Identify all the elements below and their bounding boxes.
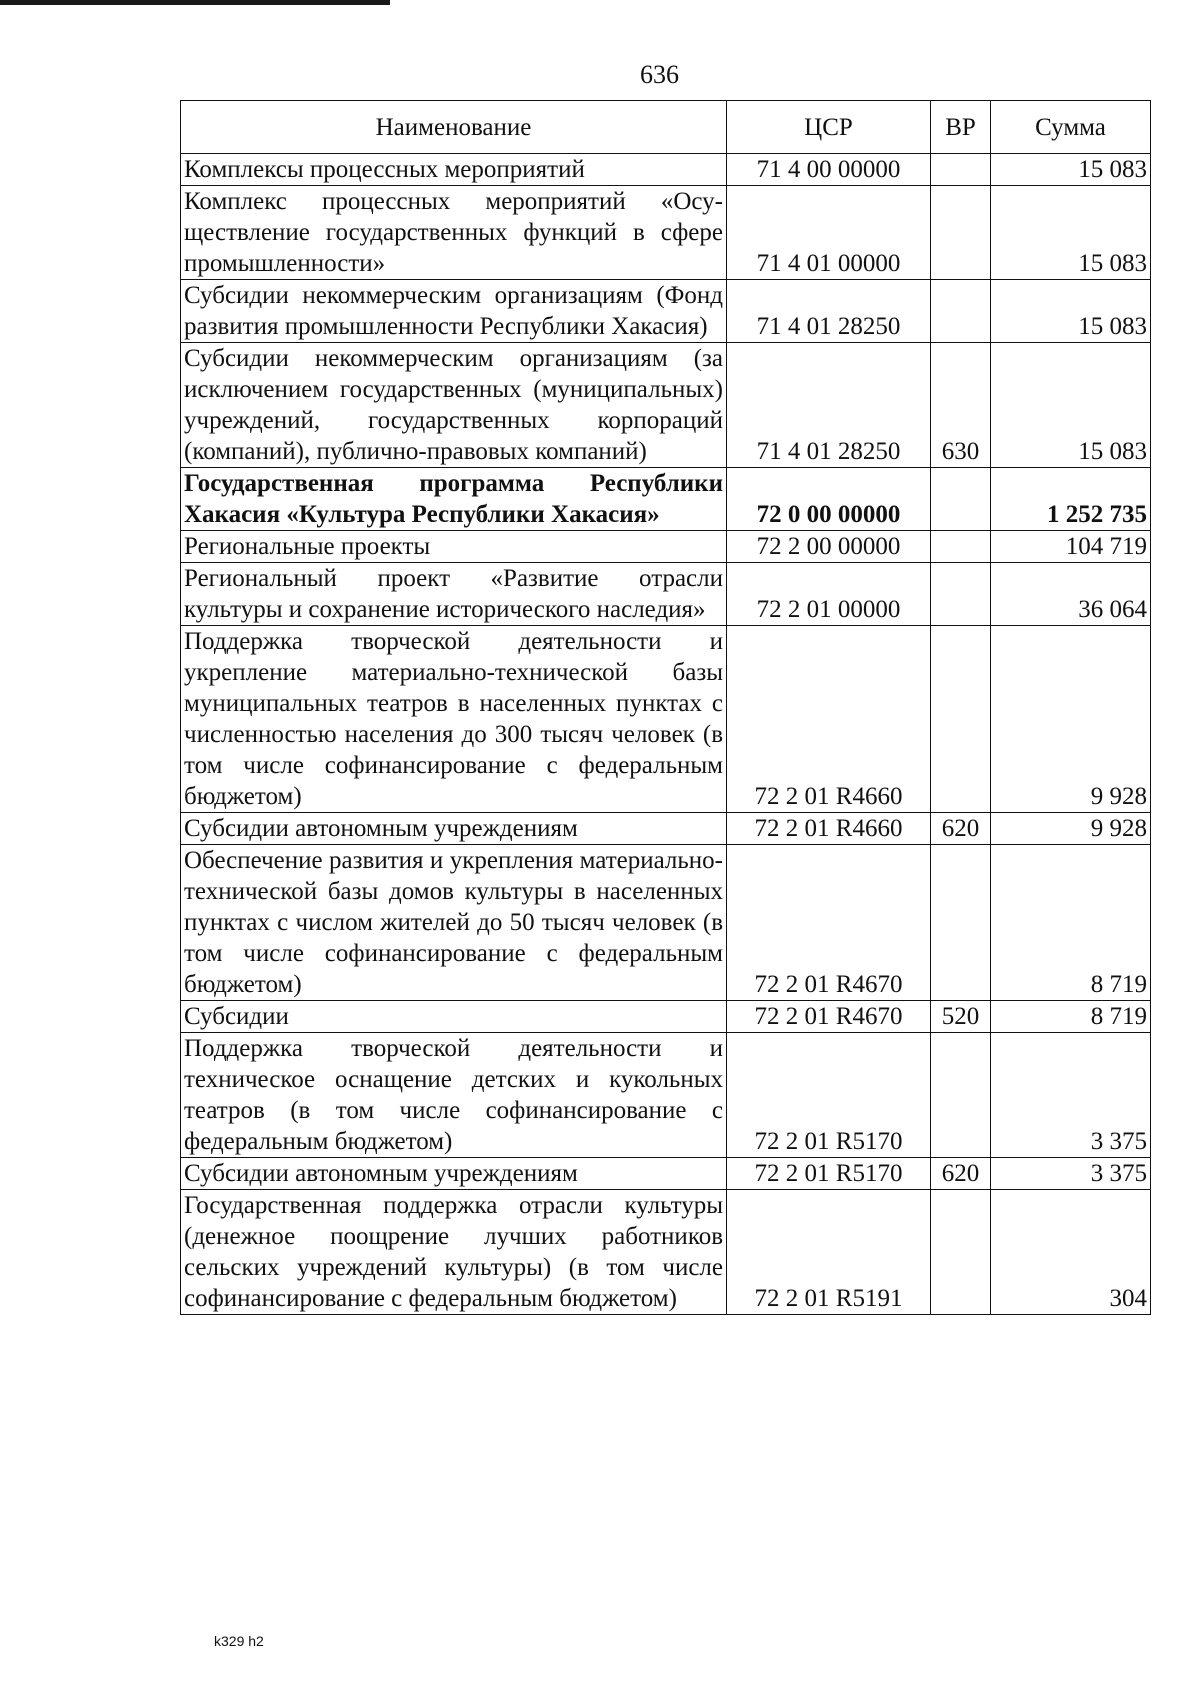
table-row [181, 1001, 1151, 1033]
table-row [181, 626, 1151, 813]
row-vr: 630 [931, 343, 991, 468]
row-sum: 9 928 [991, 813, 1151, 845]
row-sum: 9 928 [991, 626, 1151, 813]
row-sum: 8 719 [991, 1001, 1151, 1033]
row-sum: 104 719 [991, 531, 1151, 563]
header-vr: ВР [931, 101, 991, 154]
row-csr: 72 0 00 00000 [727, 468, 931, 531]
row-csr: 72 2 01 R4660 [727, 626, 931, 813]
row-vr [931, 1190, 991, 1315]
table-row [181, 813, 1151, 845]
footer-code: k329 h2 [214, 1633, 264, 1649]
row-name: Региональный проект «Развитие отрасли культуры и сохранение исторического наследия» [181, 563, 727, 626]
row-vr: 620 [931, 813, 991, 845]
row-sum: 36 064 [991, 563, 1151, 626]
row-vr [931, 186, 991, 280]
row-vr [931, 626, 991, 813]
table-row [181, 563, 1151, 626]
row-name: Поддержка творческой деятельности и укрепление материально-технической базы муниципальных театров в населенных пунктах с численностью населения до 300 тысяч человек (в том числе софинансирование с федеральным бюджетом) [181, 626, 727, 813]
row-name: Государственная поддержка отрасли культуры (денежное поощрение лучших работников сельских учреждений культуры) (в том числе софинансирование с федеральным бюджетом) [181, 1190, 727, 1315]
row-csr: 72 2 01 R4670 [727, 1001, 931, 1033]
row-vr: 520 [931, 1001, 991, 1033]
row-sum: 1 252 735 [991, 468, 1151, 531]
row-vr [931, 1033, 991, 1158]
row-sum: 15 083 [991, 154, 1151, 186]
page-number: 636 [640, 60, 679, 89]
header-name: Наименование [181, 101, 727, 154]
row-sum: 3 375 [991, 1158, 1151, 1190]
row-csr: 72 2 01 R4670 [727, 845, 931, 1001]
row-sum: 15 083 [991, 280, 1151, 343]
row-name: Поддержка творческой деятельности и техническое оснащение детских и кукольных театров (в том числе софинансирование с федеральным бюджетом) [181, 1033, 727, 1158]
row-csr: 71 4 00 00000 [727, 154, 931, 186]
row-vr [931, 563, 991, 626]
table-row [181, 845, 1151, 1001]
row-sum: 15 083 [991, 186, 1151, 280]
table-row [181, 468, 1151, 531]
row-csr: 72 2 01 R5191 [727, 1190, 931, 1315]
row-csr: 71 4 01 28250 [727, 343, 931, 468]
header-csr: ЦСР [727, 101, 931, 154]
row-vr: 620 [931, 1158, 991, 1190]
header-sum: Сумма [991, 101, 1151, 154]
row-vr [931, 468, 991, 531]
row-name: Субсидии автономным учреждениям [181, 813, 727, 845]
row-vr [931, 154, 991, 186]
row-sum: 3 375 [991, 1033, 1151, 1158]
row-csr: 71 4 01 00000 [727, 186, 931, 280]
row-csr: 72 2 01 R5170 [727, 1033, 931, 1158]
table-row [181, 531, 1151, 563]
row-vr [931, 280, 991, 343]
row-name: Государственная программа Республики Хакасия «Культура Республики Хакасия» [181, 468, 727, 531]
table-row [181, 343, 1151, 468]
scan-edge-mark [0, 0, 390, 5]
row-name: Обеспечение развития и укрепления материально-технической базы домов культуры в населенных пунктах с числом жителей до 50 тысяч человек (в том числе софинансирование с федеральным бюджетом) [181, 845, 727, 1001]
table-header-row [181, 101, 1151, 154]
row-sum: 15 083 [991, 343, 1151, 468]
table-row [181, 1033, 1151, 1158]
row-name: Региональные проекты [181, 531, 727, 563]
row-name: Комплекс процессных мероприятий «Осуществление государственных функций в сфере промышленности» [181, 186, 727, 280]
budget-table [180, 100, 1151, 1315]
row-vr [931, 845, 991, 1001]
table-body [181, 154, 1151, 1315]
row-csr: 72 2 01 00000 [727, 563, 931, 626]
row-csr: 71 4 01 28250 [727, 280, 931, 343]
row-csr: 72 2 01 R5170 [727, 1158, 931, 1190]
row-name: Субсидии некоммерческим организациям (Фонд развития промышленности Республики Хакасия) [181, 280, 727, 343]
table-row [181, 154, 1151, 186]
row-vr [931, 531, 991, 563]
row-name: Субсидии [181, 1001, 727, 1033]
row-name: Комплексы процессных мероприятий [181, 154, 727, 186]
table-row [181, 1158, 1151, 1190]
table-row [181, 280, 1151, 343]
table-row [181, 1190, 1151, 1315]
row-sum: 304 [991, 1190, 1151, 1315]
row-sum: 8 719 [991, 845, 1151, 1001]
row-name: Субсидии некоммерческим организациям (за исключением государственных (муниципальных) учреждений, государственных корпораций (компаний), публично-правовых компаний) [181, 343, 727, 468]
row-name: Субсидии автономным учреждениям [181, 1158, 727, 1190]
row-csr: 72 2 01 R4660 [727, 813, 931, 845]
row-csr: 72 2 00 00000 [727, 531, 931, 563]
table-row [181, 186, 1151, 280]
